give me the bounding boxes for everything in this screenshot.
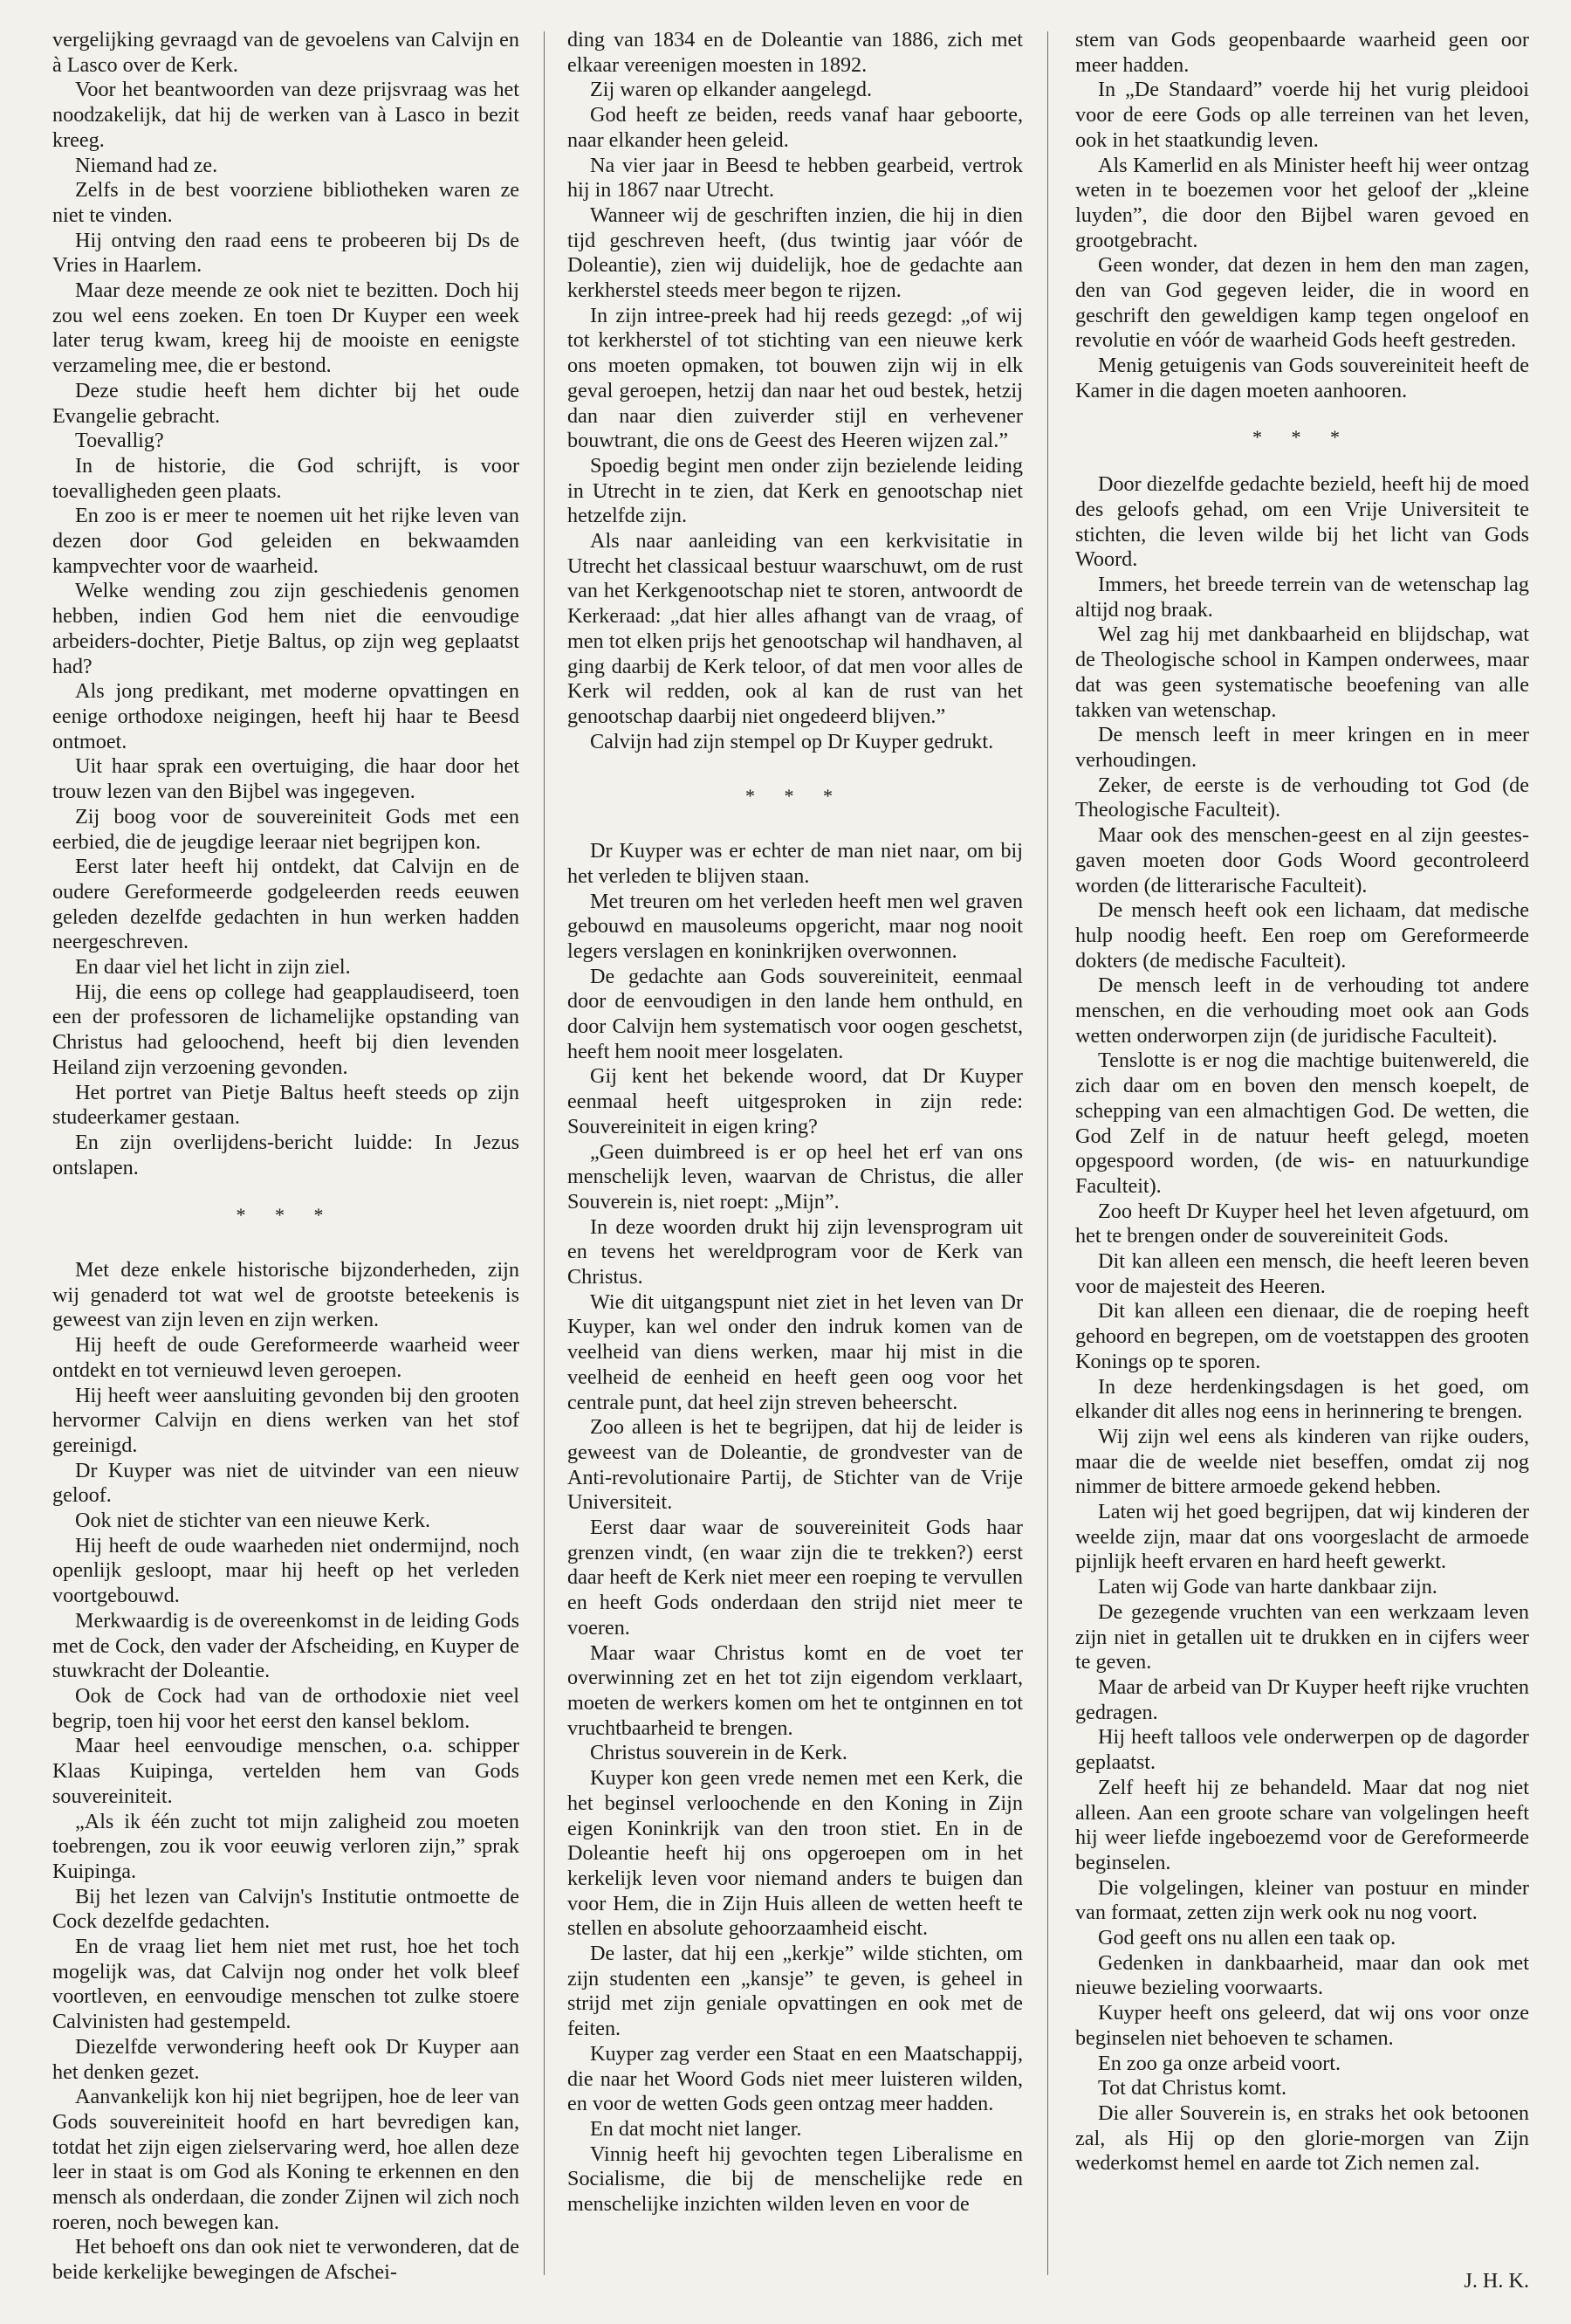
paragraph: Het portret van Pietje Baltus heeft steeds op zijn studeerkamer gestaan.	[52, 1080, 519, 1130]
paragraph: Dit kan alleen een mensch, die heeft leeren beven voor de majesteit des Heeren.	[1075, 1249, 1529, 1298]
paragraph: Met treuren om het verleden heeft men wel graven gebouwd en mausoleums opgericht, maar nog nooit legers verslagen en koninkrijken overwonnen.	[567, 889, 1023, 963]
paragraph: Christus souverein in de Kerk.	[590, 1741, 847, 1765]
paragraph: De gezegende vruchten van een werkzaam leven zijn niet in getallen uit te drukken en in cijfers weer te geven.	[1075, 1599, 1529, 1674]
paragraph: Tenslotte is er nog die machtige buitenwereld, die zich daar om en boven den mensch koepelt, de schepping van een almachtigen God. De wetten, die God Zelf in de natuur heeft gelegd, moeten opgespoord worden, (de wis- en natuurkundige Faculteit).	[1075, 1049, 1529, 1198]
paragraph: God geeft ons nu allen een taak op.	[1098, 1926, 1396, 1950]
section-separator: * * *	[745, 785, 845, 808]
paragraph: In de historie, die God schrijft, is voor toevalligheden geen plaats.	[52, 453, 519, 503]
column-divider	[544, 31, 545, 2275]
paragraph: Zelf heeft hij ze behandeld. Maar dat nog niet alleen. Aan een groote schare van volgelingen heeft hij weer liefde ingeboezemd voor de Gereformeerde beginselen.	[1075, 1775, 1529, 1874]
text-column-1	[52, 28, 519, 2286]
paragraph: De mensch heeft ook een lichaam, dat medische hulp noodig heeft. Een roep om Gereformeerde dokters (de medische Faculteit).	[1075, 898, 1529, 973]
column-divider	[1047, 31, 1048, 2275]
paragraph: Hij heeft weer aansluiting gevonden bij den grooten hervormer Calvijn en diens werken van het stof gereinigd.	[52, 1383, 519, 1457]
paragraph: Maar de arbeid van Dr Kuyper heeft rijke vruchten gedragen.	[1075, 1675, 1529, 1724]
paragraph: Laten wij het goed begrijpen, dat wij kinderen der weelde zijn, maar dat ons voorgeslacht de armoede pijnlijk heeft ervaren en hard heeft gewerkt.	[1075, 1500, 1529, 1574]
paragraph: Die aller Souverein is, en straks het ook betoonen zal, als Hij op den glorie-morgen van Zijn wederkomst hemel en aarde tot Zich nemen zal.	[1075, 2101, 1529, 2176]
paragraph: Ook de Cock had van de orthodoxie niet veel begrip, toen hij voor het eerst den kansel beklom.	[52, 1684, 519, 1733]
paragraph: Hij, die eens op college had geapplaudiseerd, toen een der professoren de lichamelijke opstanding van Christus had geloochend, heeft bij dien levenden Heiland zijn verzoening gevonden.	[52, 980, 519, 1079]
paragraph: Deze studie heeft hem dichter bij het oude Evangelie gebracht.	[52, 378, 519, 428]
paragraph: Kuyper zag verder een Staat en een Maatschappij, die naar het Woord Gods niet meer luisteren wilden, en voor de wetten Gods geen ontzag meer hadden.	[567, 2041, 1023, 2116]
paragraph: Wij zijn wel eens als kinderen van rijke ouders, maar die de weelde niet beseffen, omdat zij nog nimmer de bittere armoede gekend hebben.	[1075, 1424, 1529, 1499]
paragraph: Bij het lezen van Calvijn's Institutie ontmoette de Cock dezelfde gedachten.	[52, 1884, 519, 1934]
paragraph: Geen wonder, dat dezen in hem den man zagen, den van God gegeven leider, die in woord en geschrift den geweldigen kamp tegen ongeloof en revolutie en vóór de waarheid Gods heeft gestreden.	[1075, 253, 1529, 353]
paragraph: In deze woorden drukt hij zijn levensprogram uit en tevens het wereldprogram voor de Kerk van Christus.	[567, 1214, 1023, 1289]
paragraph: Welke wending zou zijn geschiedenis genomen hebben, indien God hem niet die eenvoudige arbeiders-dochter, Pietje Baltus, op zijn weg geplaatst had?	[52, 579, 519, 678]
paragraph: Eerst daar waar de souvereiniteit Gods haar grenzen vindt, (en waar zijn die te trekken?) eerst daar heeft de Kerk niet meer een roeping te vervullen en heeft Gods onderdaan den strijd niet meer te voeren.	[567, 1516, 1023, 1640]
paragraph: „Geen duimbreed is er op heel het erf van ons menschelijk leven, waarvan de Christus, die aller Souverein is, niet roept: „Mijn”.	[567, 1139, 1023, 1214]
text-column-2	[567, 28, 1023, 2217]
paragraph: „Als ik één zucht tot mijn zaligheid zou moeten toebrengen, zou ik voor eeuwig verloren zijn,” sprak Kuipinga.	[52, 1809, 519, 1883]
paragraph: Dr Kuyper was niet de uitvinder van een nieuw geloof.	[52, 1458, 519, 1508]
paragraph: En zoo ga onze arbeid voort.	[1098, 2051, 1341, 2075]
paragraph: En de vraag liet hem niet met rust, hoe het toch mogelijk was, dat Calvijn nog onder het volk bleef voortleven, en eenvoudige menschen tot zulke stoere Calvinisten had gestempeld.	[52, 1935, 519, 2034]
paragraph: stem van Gods geopenbaarde waarheid geen oor meer hadden.	[1075, 28, 1529, 77]
paragraph: Zij boog voor de souvereiniteit Gods met een eerbied, die de jeugdige leeraar niet begrijpen kon.	[52, 804, 519, 854]
paragraph: Zij waren op elkander aangelegd.	[590, 78, 873, 102]
paragraph: Kuyper kon geen vrede nemen met een Kerk, die het beginsel verloochende en den Koning in Zijn eigen Koninkrijk van den troon stiet. En in de Doleantie heeft hij ons opgeroepen om in het kerkelijk leven voor niemand anders te buigen dan voor Hem, die in Zijn Huis alleen de wetten heeft te stellen en absolute gehoorzaamheid eischt.	[567, 1766, 1023, 1941]
paragraph: En zijn overlijdens-bericht luidde: In Jezus ontslapen.	[52, 1130, 519, 1179]
paragraph: En daar viel het licht in zijn ziel.	[75, 955, 351, 980]
paragraph: Kuyper heeft ons geleerd, dat wij ons voor onze beginselen niet behoeven te schamen.	[1075, 2001, 1529, 2050]
paragraph: Gij kent het bekende woord, dat Dr Kuyper eenmaal heeft uitgesproken in zijn rede: Souvereiniteit in eigen kring?	[567, 1064, 1023, 1138]
paragraph: God heeft ze beiden, reeds vanaf haar geboorte, naar elkander heen geleid.	[567, 103, 1023, 152]
paragraph: Maar heel eenvoudige menschen, o.a. schipper Klaas Kuipinga, vertelden hem van Gods souvereiniteit.	[52, 1734, 519, 1808]
paragraph: Zoo heeft Dr Kuyper heel het leven afgetuurd, om het te brengen onder de souvereiniteit Gods.	[1075, 1199, 1529, 1248]
paragraph: De laster, dat hij een „kerkje” wilde stichten, om zijn studenten een „kansje” te geven, is geheel in strijd met zijn geniale opvattingen en ook met de feiten.	[567, 1942, 1023, 2041]
paragraph: Voor het beantwoorden van deze prijsvraag was het noodzakelijk, dat hij de werken van à Lasco in bezit kreeg.	[52, 78, 519, 152]
paragraph: Calvijn had zijn stempel op Dr Kuyper gedrukt.	[590, 729, 994, 753]
paragraph: Diezelfde verwondering heeft ook Dr Kuyper aan het denken gezet.	[52, 2034, 519, 2084]
paragraph: ding van 1834 en de Doleantie van 1886, zich met elkaar vereenigen moesten in 1892.	[567, 28, 1023, 77]
paragraph: Maar waar Christus komt en de voet ter overwinning zet en het tot zijn eigendom verklaart, moeten de werkers komen om het te ontginnen en tot vruchtbaarheid te brengen.	[567, 1640, 1023, 1740]
paragraph: Tot dat Christus komt.	[1098, 2076, 1286, 2101]
paragraph: In „De Standaard” voerde hij het vurig pleidooi voor de eere Gods op alle terreinen van het leven, ook in het staatkundig leven.	[1075, 78, 1529, 152]
paragraph: De mensch leeft in meer kringen en in meer verhoudingen.	[1075, 723, 1529, 772]
paragraph: Als jong predikant, met moderne opvattingen en eenige orthodoxe neigingen, heeft hij haar te Beesd ontmoet.	[52, 679, 519, 753]
section-separator: * * *	[1252, 425, 1352, 448]
paragraph: Vinnig heeft hij gevochten tegen Liberalisme en Socialisme, die bij de menschelijke rede en menschelijke inzichten wilden leven en voor de	[567, 2142, 1023, 2217]
paragraph: Met deze enkele historische bijzonderheden, zijn wij genaderd tot wat wel de grootste beteekenis is geweest van zijn leven en zijn werken.	[52, 1258, 519, 1332]
paragraph: Zelfs in de best voorziene bibliotheken waren ze niet te vinden.	[52, 178, 519, 227]
paragraph: Wanneer wij de geschriften inzien, die hij in dien tijd geschreven heeft, (dus twintig jaar vóór de Doleantie), zien wij duidelijk, hoe de gedachte aan kerkherstel steeds meer begon te rijzen.	[567, 203, 1023, 303]
paragraph: Die volgelingen, kleiner van postuur en minder van formaat, zetten zijn werk ook nu nog voort.	[1075, 1875, 1529, 1925]
paragraph: In deze herdenkingsdagen is het goed, om elkander dit alles nog eens in herinnering te brengen.	[1075, 1374, 1529, 1424]
paragraph: Na vier jaar in Beesd te hebben gearbeid, vertrok hij in 1867 naar Utrecht.	[567, 153, 1023, 203]
paragraph: Als Kamerlid en als Minister heeft hij weer ontzag weten in te boezemen voor het geloof der „kleine luyden”, die door den Bijbel waren gevoed en grootgebracht.	[1075, 153, 1529, 252]
paragraph: Niemand had ze.	[75, 153, 218, 177]
author-signature: J. H. K.	[1464, 2269, 1529, 2293]
paragraph: Hij heeft de oude waarheden niet ondermijnd, noch openlijk gesloopt, maar hij heeft op het verleden voortgebouwd.	[52, 1533, 519, 1608]
paragraph: Hij heeft talloos vele onderwerpen op de dagorder geplaatst.	[1075, 1725, 1529, 1775]
paragraph: En zoo is er meer te noemen uit het rijke leven van dezen door God geleiden en bekwaamden kampvechter voor de waarheid.	[52, 504, 519, 578]
paragraph: Het behoeft ons dan ook niet te verwonderen, dat de beide kerkelijke bewegingen de Afschei-	[52, 2235, 519, 2285]
signature-block	[1075, 2269, 1529, 2294]
paragraph: Toevallig?	[75, 429, 164, 453]
paragraph: Hij heeft de oude Gereformeerde waarheid weer ontdekt en tot vernieuwd leven geroepen.	[52, 1333, 519, 1382]
paragraph: Als naar aanleiding van een kerkvisitatie in Utrecht het classicaal bestuur waarschuwt, om de rust van het Kerkgenootschap niet te storen, antwoordt de Kerkeraad: „dat hier alles afhangt van de vraag, of men tot elken prijs het genootschap wil handhaven, al ging daarbij de Kerk teloor, of dat men voor alles de Kerk wil redden, ook al kan de rust van het genootschap daarbij niet ongedeerd blijven.”	[567, 529, 1023, 728]
paragraph: Gedenken in dankbaarheid, maar dan ook met nieuwe bezieling voorwaarts.	[1075, 1950, 1529, 2000]
paragraph: vergelijking gevraagd van de gevoelens van Calvijn en à Lasco over de Kerk.	[52, 28, 519, 77]
paragraph: Door diezelfde gedachte bezield, heeft hij de moed des geloofs gehad, om een Vrije Universiteit te stichten, die leven wilde bij het licht van Gods Woord.	[1075, 472, 1529, 572]
paragraph: Immers, het breede terrein van de wetenschap lag altijd nog braak.	[1075, 573, 1529, 622]
paragraph: Eerst later heeft hij ontdekt, dat Calvijn en de oudere Gereformeerde godgeleerden reeds eeuwen geleden dezelfde gedachten in hun werken hadden neergeschreven.	[52, 855, 519, 954]
paragraph: Menig getuigenis van Gods souvereiniteit heeft de Kamer in die dagen moeten aanhooren.	[1075, 354, 1529, 402]
paragraph: Maar ook des menschen-geest en al zijn geestes-gaven moeten door Gods Woord gecontroleerd worden (de litterarische Faculteit).	[1075, 823, 1529, 897]
paragraph: Maar deze meende ze ook niet te bezitten. Doch hij zou wel eens zoeken. En toen Dr Kuyper een week later terug kwam, kreeg hij de mooiste en eenigste verzameling mee, die er bestond.	[52, 278, 519, 378]
paragraph: Dr Kuyper was er echter de man niet naar, om bij het verleden te blijven staan.	[567, 839, 1023, 888]
paragraph: De gedachte aan Gods souvereiniteit, eenmaal door de eenvoudigen in den lande hem onthuld, en door Calvijn hem systematisch voor oogen geschetst, heeft hem nooit meer losgelaten.	[567, 964, 1023, 1063]
paragraph: In zijn intree-preek had hij reeds gezegd: „of wij tot kerkherstel of tot stichting van een nieuwe kerk ons moeten opmaken, tot bouwen zijn wij in elk geval geroepen, hetzij dan naar het oud bestek, hetzij dan naar dien zuiverder stijl en verhevener bouwtrant, die ons de Geest des Heeren wijzen zal.”	[567, 303, 1023, 453]
text-column-3	[1075, 28, 1529, 2176]
paragraph: Dit kan alleen een dienaar, die de roeping heeft gehoord en begrepen, om de voetstappen des grooten Konings op te sporen.	[1075, 1299, 1529, 1373]
paragraph: Spoedig begint men onder zijn bezielende leiding in Utrecht in te zien, dat Kerk en genootschap niet hetzelfde zijn.	[567, 453, 1023, 528]
paragraph: En dat mocht niet langer.	[590, 2116, 802, 2141]
paragraph: Zoo alleen is het te begrijpen, dat hij de leider is geweest van de Doleantie, de grondvester van de Anti-revolutionaire Partij, de Stichter van de Vrije Universiteit.	[567, 1415, 1023, 1515]
paragraph: Wel zag hij met dankbaarheid en blijdschap, wat de Theologische school in Kampen onderwees, maar dat was geen systematische beoefening van alle takken van wetenschap.	[1075, 622, 1529, 722]
paragraph: Zeker, de eerste is de verhouding tot God (de Theologische Faculteit).	[1075, 773, 1529, 822]
paragraph: Hij ontving den raad eens te probeeren bij Ds de Vries in Haarlem.	[52, 228, 519, 278]
paragraph: Aanvankelijk kon hij niet begrijpen, hoe de leer van Gods souvereiniteit hoofd en hart bevredigen kan, totdat het zijn eigen zielservaring werd, hoe allen deze leer in staat is om God als Koning te erkennen en den mensch als onderdaan, die zonder Zijnen wil zich noch roeren, noch bewegen kan.	[52, 2085, 519, 2234]
paragraph: Wie dit uitgangspunt niet ziet in het leven van Dr Kuyper, kan wel onder den indruk komen van de veelheid van diens werken, maar hij mist in die veelheid de eenheid en heeft geen oog voor het centrale punt, dat heel zijn streven beheerscht.	[567, 1289, 1023, 1414]
paragraph: Ook niet de stichter van een nieuwe Kerk.	[75, 1509, 431, 1533]
section-separator: * * *	[236, 1204, 336, 1227]
paragraph: De mensch leeft in de verhouding tot andere menschen, en die verhouding moet ook aan Gods wetten onderworpen zijn (de juridische Faculteit).	[1075, 973, 1529, 1048]
paragraph: Laten wij Gode van harte dankbaar zijn.	[1098, 1575, 1437, 1599]
paragraph: Merkwaardig is de overeenkomst in de leiding Gods met de Cock, den vader der Afscheiding, en Kuyper de stuwkracht der Doleantie.	[52, 1608, 519, 1683]
paragraph: Uit haar sprak een overtuiging, die haar door het trouw lezen van den Bijbel was ingegeven.	[52, 754, 519, 804]
